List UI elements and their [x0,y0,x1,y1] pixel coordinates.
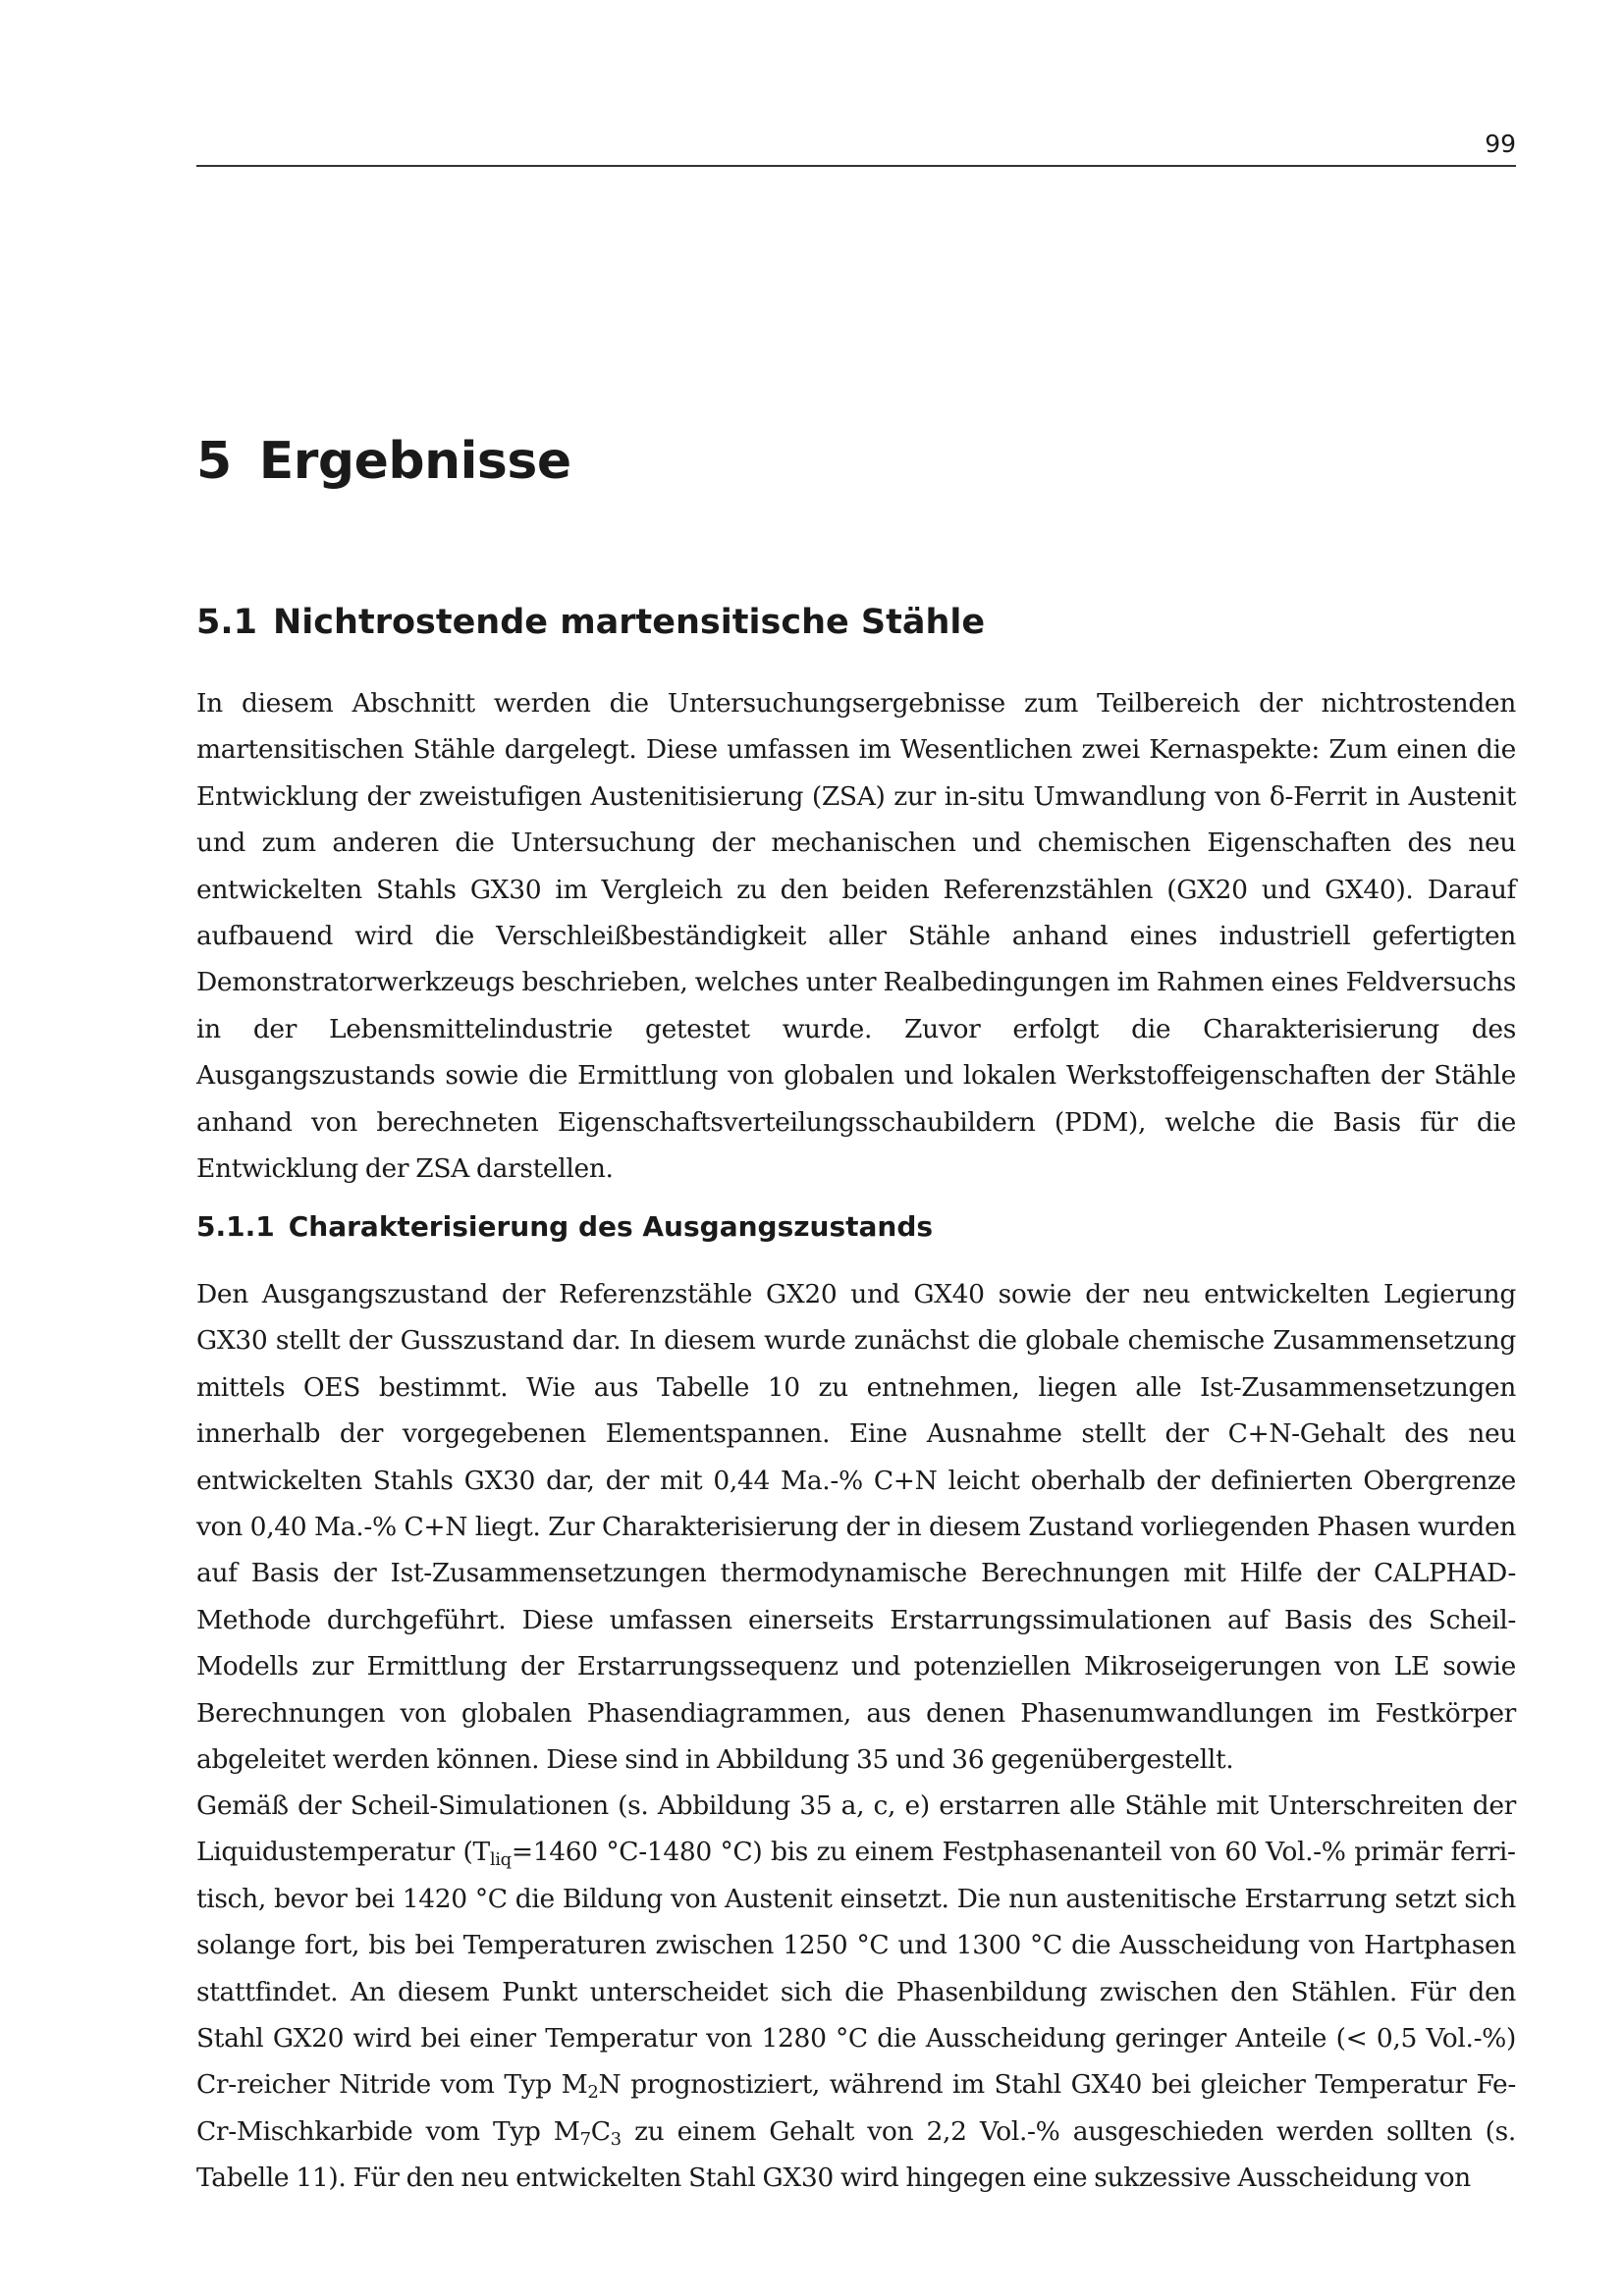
subsection-title: Charakterisierung des Ausgangszustands [288,1210,934,1243]
subsection-heading [196,1207,933,1247]
paragraph-text: zu einem Gehalt von 2,2 Vol.-% ausgeschieden werden sollten (s. Tabelle 11). Für den neu entwickelten Stahl GX30 wird hingegen eine sukzessive Ausscheidung von [196,2115,1516,2194]
scheil-simulation-paragraph [196,1783,1516,2202]
subsection-number: 5.1.1 [196,1210,275,1243]
paragraph-text: N prognostiziert, während im Stahl GX40 bei gleicher Temperatur Fe-Cr-Mischkarbide vom Typ M [196,2069,1516,2147]
section-number: 5.1 [196,603,258,642]
subscript-3: 3 [610,2128,622,2150]
section-heading [196,599,985,646]
running-header [196,130,1516,167]
chapter-heading [196,429,571,494]
subscript-liq: liq [489,1849,512,1871]
chapter-number: 5 [196,432,232,491]
page-number: 99 [1485,130,1516,158]
intro-paragraph: In diesem Abschnitt werden die Untersuchungsergebnisse zum Teilbereich der nichtrostenden martensitischen Stähle dargelegt. Diese umfassen im Wesentlichen zwei Kernaspekte: Zum einen die Entwicklung der zweistufigen Austenitisierung (ZSA) zur in-situ Umwandlung von δ-Ferrit in Austenit und zum anderen die Untersuchung der mechanischen und chemischen Eigenschaften des neu entwickelten Stahls GX30 im Vergleich zu den beiden Referenzstählen (GX20 und GX40). Darauf aufbauend wird die Verschleißbeständigkeit aller Stähle anhand eines industriell gefertigten Demonstratorwerkzeugs beschrieben, welches unter Realbedingungen im Rahmen eines Feldversuchs in der Lebensmittelindustrie getestet wurde. Zuvor erfolgt die Charakterisierung des Ausgangszustands sowie die Ermittlung von globalen und lokalen Werkstoffeigenschaften der Stähle anhand von berechneten Eigenschaftsverteilungsschaubildern (PDM), welche die Basis für die Entwicklung der ZSA darstellen. [196,688,1516,1185]
section-title: Nichtrostende martensitische Stähle [273,603,986,642]
paragraph-text: Gemäß der Scheil-Simulationen (s. Abbildung 35 a, c, e) erstarren alle Stähle mit Unterschreiten der Liquidustemperatur (T [196,1790,1516,1868]
paragraph-text: C [590,2115,611,2147]
initial-state-paragraph: Den Ausgangszustand der Referenzstähle GX20 und GX40 sowie der neu entwickelten Legierung GX30 stellt der Gusszustand dar. In diesem wurde zunächst die globale chemische Zusammensetzung mittels OES bestimmt. Wie aus Tabelle 10 zu entnehmen, liegen alle Ist-Zusammensetzungen innerhalb der vorgegebenen Elementspannen. Eine Ausnahme stellt der C+N-Gehalt des neu entwickelten Stahls GX30 dar, der mit 0,44 Ma.-% C+N leicht oberhalb der definierten Obergrenze von 0,40 Ma.-% C+N liegt. Zur Charakterisierung der in diesem Zustand vorliegenden Phasen wurden auf Basis der Ist-Zusammensetzungen thermodynamische Berechnungen mit Hilfe der CALPHAD-Methode durchgeführt. Diese umfassen einerseits Erstarrungssimulationen auf Basis des Scheil-Modells zur Ermittlung der Erstarrungssequenz und potenziellen Mikroseigerungen von LE sowie Berechnungen von globalen Phasendiagrammen, aus denen Phasenumwandlungen im Festkörper abgeleitet werden können. Diese sind in Abbildung 35 und 36 gegenübergestellt. [196,1279,1516,1776]
subscript-2: 2 [587,2082,599,2104]
chapter-title: Ergebnisse [258,432,571,491]
subscript-7: 7 [579,2128,591,2150]
paragraph-text: =1460 °C-1480 °C) bis zu einem Festphasenanteil von 60 Vol.-% primär ferritisch, bevor bei 1420 °C die Bildung von Austenit einsetzt. Die nun austenitische Erstarrung setzt sich solange fort, bis bei Temperaturen zwischen 1250 °C und 1300 °C die Ausscheidung von Hartphasen stattfindet. An diesem Punkt unterscheidet sich die Phasenbildung zwischen den Stählen. Für den Stahl GX20 wird bei einer Temperatur von 1280 °C die Ausscheidung geringer Anteile (< 0,5 Vol.-%) Cr-reicher Nitride vom Typ M [196,1837,1516,2101]
